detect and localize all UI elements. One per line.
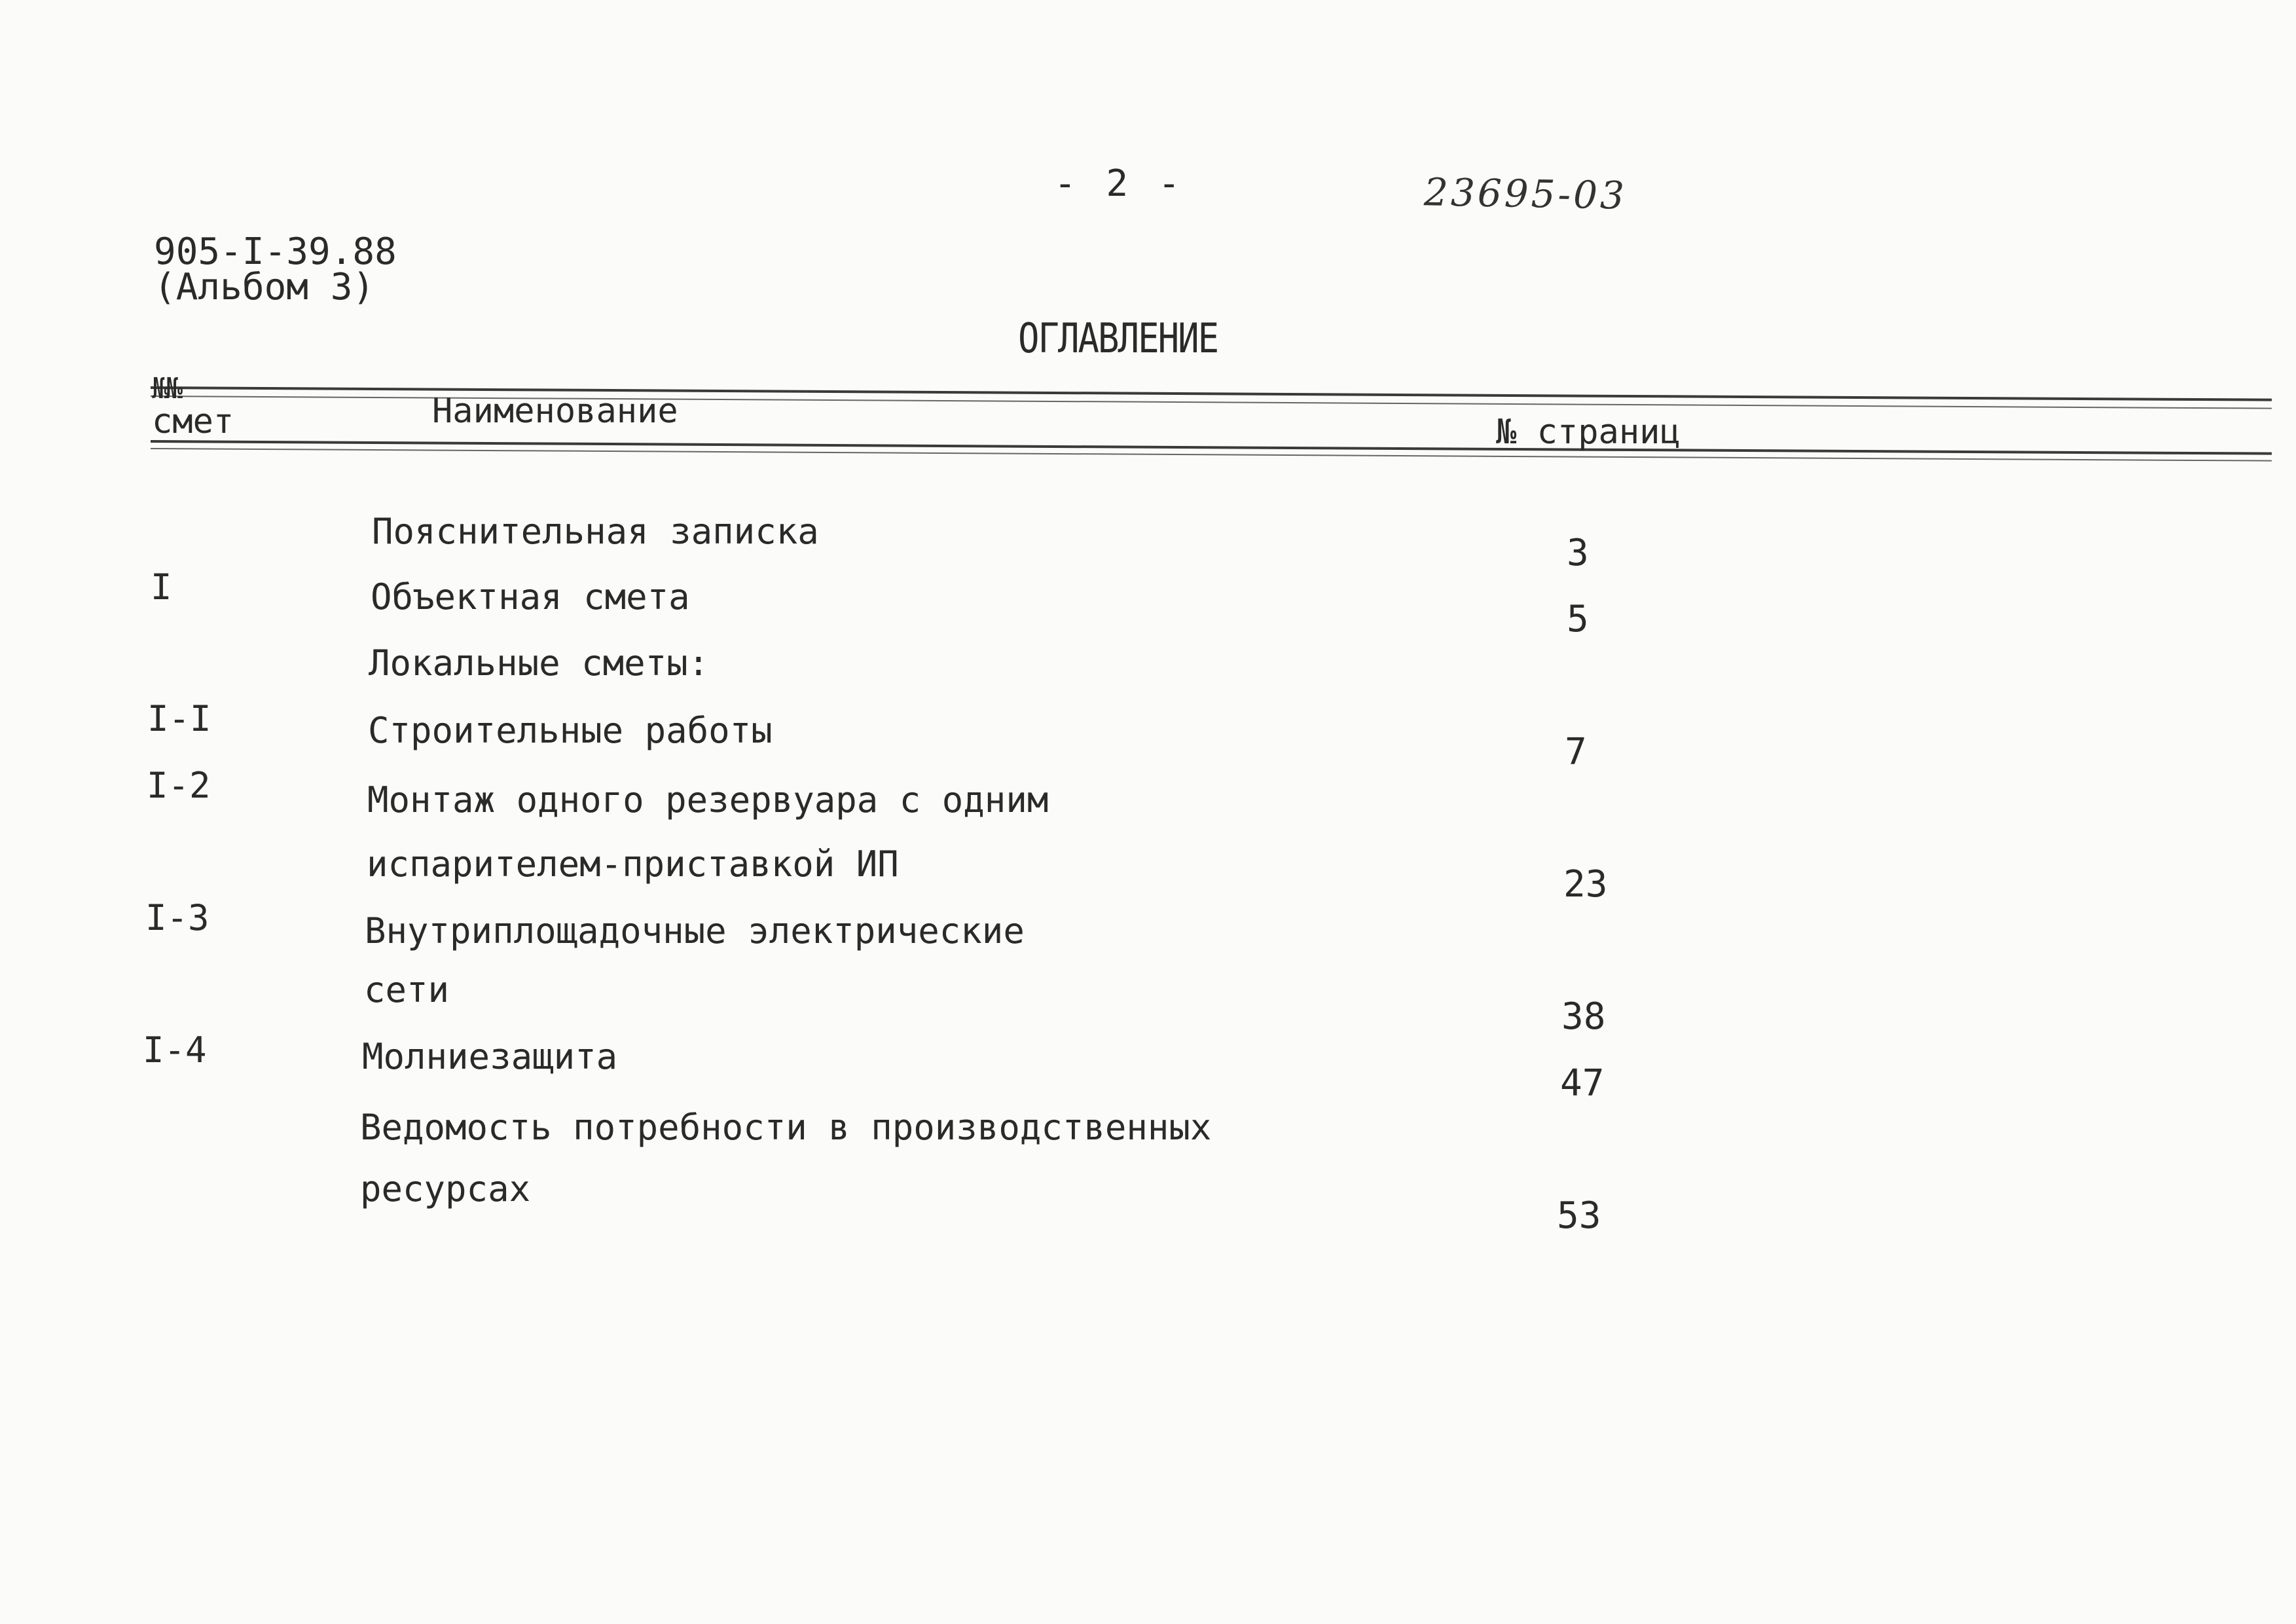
toc-entry-name: Пояснительная записка [372, 511, 819, 552]
toc-entry-page: 23 [1563, 863, 1608, 906]
column-header-page: № страниц [1496, 413, 1681, 452]
toc-entry-number: I-I [147, 698, 211, 739]
toc-entry-number: I-3 [145, 897, 210, 938]
header-bottom-rule [151, 440, 2272, 455]
column-header-number-symbol: №№ [152, 372, 179, 405]
toc-entry-name-line2: сети [364, 969, 450, 1010]
toc-entry-name-line2: ресурсах [360, 1168, 531, 1209]
document-designation [154, 231, 397, 308]
toc-entry-name-line2: испарителем-приставкой ИП [367, 843, 899, 885]
document-code: 23695-03 [1423, 170, 1628, 218]
toc-entry-number: I-2 [147, 765, 211, 806]
toc-entry-page: 47 [1560, 1062, 1605, 1105]
toc-entry-page: 5 [1567, 598, 1589, 640]
page-number: - 2 - [1054, 162, 1184, 205]
toc-section-label: Локальные сметы: [369, 642, 710, 684]
column-header-number: смет [152, 402, 234, 441]
toc-entry-name: Молниезащита [362, 1036, 618, 1077]
toc-entry-name: Строительные работы [368, 710, 773, 751]
toc-entry-page: 38 [1561, 995, 1606, 1038]
toc-entry-page: 7 [1565, 731, 1587, 773]
toc-entry-name-line1: Внутриплощадочные электрические [365, 910, 1025, 951]
toc-entry-number: I-4 [143, 1029, 207, 1071]
toc-entry-name-line1: Монтаж одного резервуара с одним [367, 779, 1049, 821]
toc-entry-name-line1: Ведомость потребности в производственных [360, 1107, 1212, 1148]
toc-entry-name: Объектная смета [371, 576, 690, 618]
column-header-name: Наименование [432, 392, 678, 431]
toc-entry-page: 3 [1567, 532, 1589, 574]
album-label: (Альбом 3) [154, 266, 375, 308]
toc-entry-number: I [151, 566, 172, 608]
toc-title: ОГЛАВЛЕНИЕ [1018, 314, 1218, 362]
toc-entry-page: 53 [1557, 1194, 1601, 1237]
designation-code: 905-I-39.88 [154, 231, 397, 273]
